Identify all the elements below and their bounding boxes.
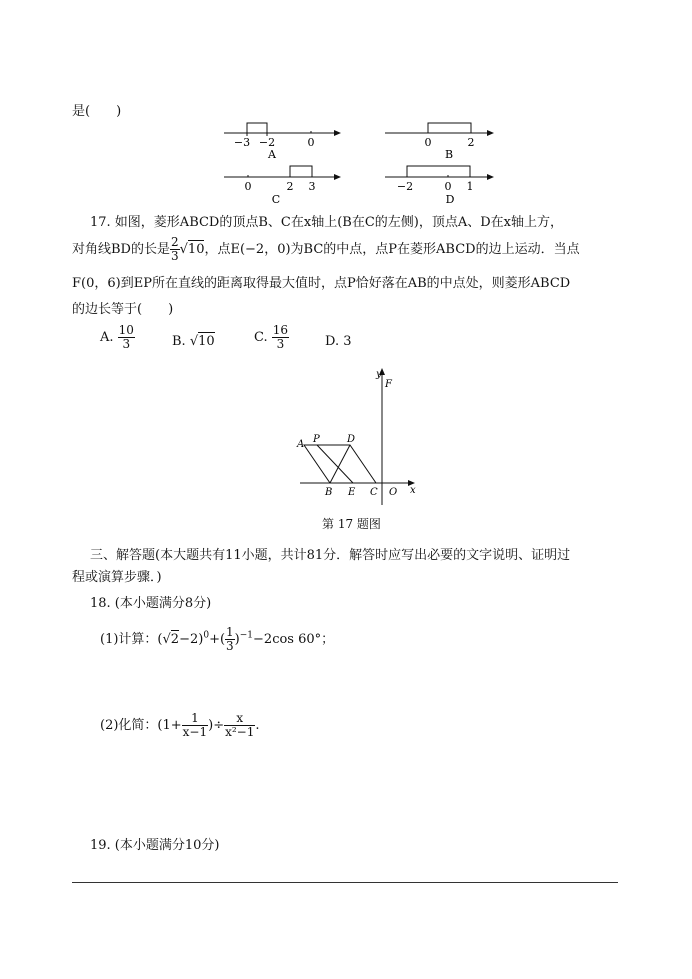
option-a-label: A.	[100, 330, 114, 345]
exponent: −1	[239, 630, 254, 641]
expr-part: +(	[209, 632, 226, 647]
paren-close: )	[234, 632, 240, 647]
frac-num: 1	[182, 712, 208, 726]
figure-17	[292, 365, 422, 510]
point-p-label: P	[313, 434, 320, 445]
sqrt-arg: 10	[198, 334, 215, 349]
tick-label: 0	[244, 180, 252, 193]
numberline-a	[222, 118, 342, 160]
frac-num: 10	[118, 323, 134, 337]
section3-line1: 三、解答题(本大题共有11小题，共计81分．解答时应写出必要的文字说明、证明过	[90, 548, 571, 563]
sqrt-arg: 2	[170, 632, 180, 647]
option-c-label: C.	[254, 330, 268, 345]
x-axis-label: x	[410, 485, 416, 496]
q18-part1: (1)计算：$(√2-2)^0+$( $\frac{1}{3}$ )$^{-1}$−2cos 60°；	[100, 625, 335, 653]
tick-label: 1	[466, 180, 474, 193]
option-a	[100, 324, 135, 351]
tick-label: −3	[233, 136, 251, 149]
frac-den: 3	[276, 337, 285, 351]
fraction	[225, 626, 235, 653]
footer-divider	[72, 882, 618, 883]
tick-label: −2	[258, 136, 276, 149]
point-a-label: A	[297, 439, 305, 450]
tick-label: 0	[307, 136, 315, 149]
frac-num: 16	[272, 323, 289, 337]
option-b: B. √10	[172, 334, 215, 349]
tick-label: 2	[286, 180, 294, 193]
point-c-label: C	[370, 487, 378, 498]
question-stem-end: 是( )	[72, 104, 122, 119]
point-b-label: B	[325, 487, 333, 498]
point-f-label: F	[385, 379, 392, 390]
point-e-label: E	[348, 487, 356, 498]
y-axis-label: y	[376, 369, 382, 380]
option-label: A	[268, 148, 276, 160]
tick-label: −2	[396, 180, 414, 193]
fraction	[272, 324, 289, 351]
fraction	[224, 712, 255, 739]
expr-part: )÷	[208, 718, 225, 733]
q18-p1-label: (1)计算：	[100, 632, 158, 647]
section3-line2: 程或演算步骤．)	[72, 570, 162, 585]
origin-label: O	[389, 487, 398, 498]
numberline-b	[383, 118, 503, 160]
sqrt-arg: 10	[187, 242, 205, 257]
tick-label: 2	[467, 136, 475, 149]
q18-heading: 18. (本小题满分8分)	[90, 596, 212, 611]
expr-part: −2cos 60°；	[253, 632, 335, 647]
q17-line1: 17. 如图，菱形ABCD的顶点B、C在x轴上(B在C的左侧)，顶点A、D在x轴上方，	[90, 215, 563, 230]
tick-label: 0	[424, 136, 432, 149]
figure-caption: 第 17 题图	[322, 517, 381, 531]
q17-line2-text-a: 对角线BD的长是	[72, 242, 170, 257]
fraction	[182, 712, 208, 739]
exponent: 0	[203, 630, 210, 641]
q17-line2: 对角线BD的长是 $\frac{2}{3}$ √10，点E(−2，0)为BC的中点，点P在菱形ABCD的边上运动．当点	[72, 235, 580, 263]
fraction	[170, 236, 180, 263]
frac-num: 1	[226, 625, 234, 639]
numberline-c	[222, 162, 342, 206]
frac-num: x	[224, 712, 255, 726]
option-b-label: B.	[172, 334, 186, 349]
frac-den: 3	[122, 337, 131, 351]
option-label: D	[445, 193, 455, 206]
option-c	[254, 324, 289, 351]
q17-line3: F(0，6)到EP所在直线的距离取得最大值时，点P恰好落在AB的中点处，则菱形ABCD	[72, 276, 571, 291]
option-label: B	[444, 148, 454, 160]
frac-den: x−1	[182, 725, 208, 739]
point-d-label: D	[347, 434, 356, 445]
expr-part: −2)	[179, 632, 204, 647]
q19-heading: 19. (本小题满分10分)	[90, 838, 220, 853]
period: .	[255, 718, 260, 733]
numberline-d	[383, 162, 503, 206]
fraction	[118, 324, 135, 351]
paren-open: (	[157, 632, 163, 647]
q18-p2-label: (2)化简：(1+	[100, 718, 182, 733]
tick-label: 3	[308, 180, 316, 193]
q18-part2	[100, 712, 260, 739]
frac-den: 3	[226, 639, 234, 653]
frac-den: 3	[170, 249, 179, 263]
tick-label: 0	[444, 180, 452, 193]
frac-den: x²−1	[225, 725, 255, 739]
option-d: D. 3	[325, 334, 352, 349]
option-label: C	[271, 193, 281, 206]
q17-line4: 的边长等于( )	[72, 302, 174, 317]
frac-num: 2	[170, 235, 179, 249]
q17-line2-text-b: ，点E(−2，0)为BC的中点，点P在菱形ABCD的边上运动．当点	[204, 242, 580, 257]
